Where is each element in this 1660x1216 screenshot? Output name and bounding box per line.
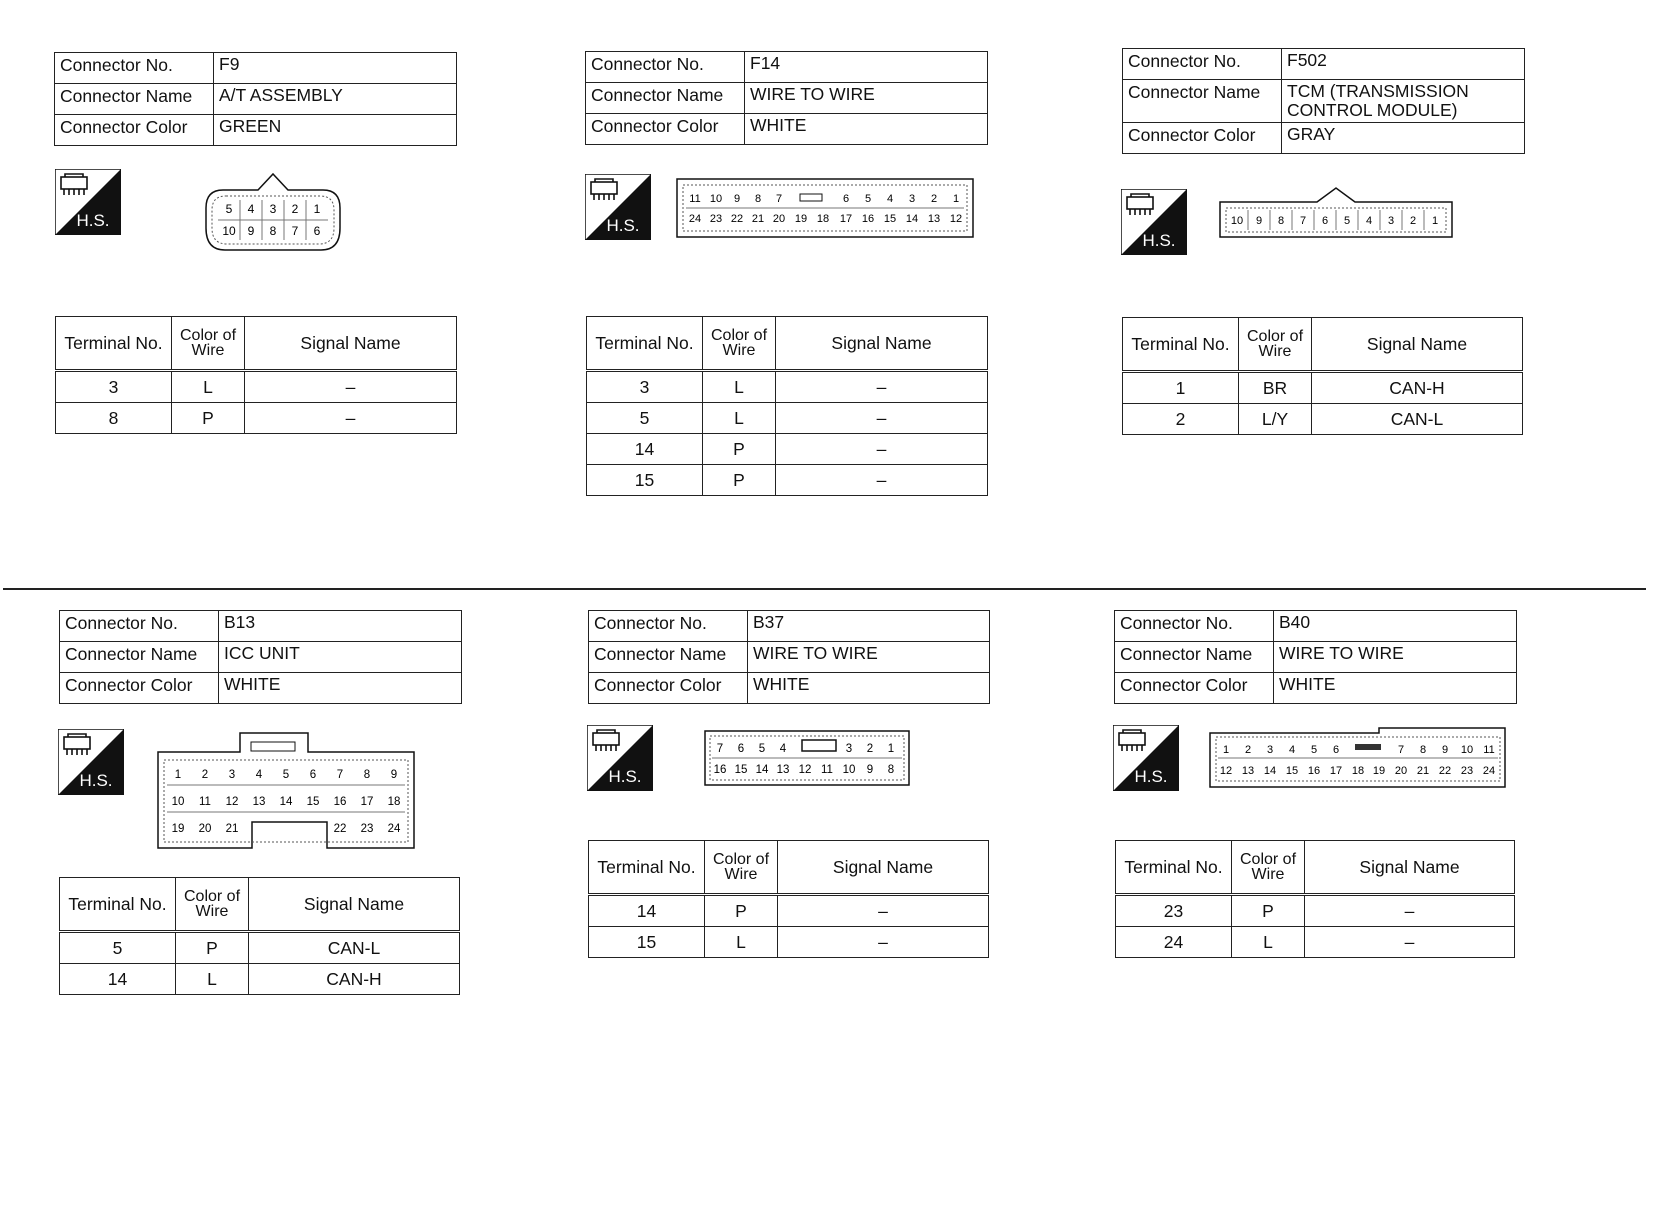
header-terminal-no: Terminal No. <box>1116 841 1232 895</box>
terminal-no: 15 <box>587 465 703 496</box>
terminal-table-f9 <box>55 316 457 434</box>
connector-info-table-f9 <box>54 52 457 146</box>
pin-label: 17 <box>360 796 374 808</box>
pin-label: 18 <box>387 796 401 808</box>
terminal-no: 3 <box>587 371 703 403</box>
pin-label: 12 <box>1219 765 1233 777</box>
table-row <box>56 371 457 403</box>
terminal-no: 14 <box>589 895 705 927</box>
pin-label: 2 <box>1244 744 1252 756</box>
terminal-no: 3 <box>56 371 172 403</box>
signal-name: – <box>778 927 989 958</box>
section-divider <box>3 588 1646 590</box>
connector-f9-face-diagram <box>203 168 343 256</box>
header-signal-name: Signal Name <box>1305 841 1515 895</box>
wire-color: L <box>1232 927 1305 958</box>
label-connector-color: Connector Color <box>55 115 214 146</box>
connector-name-value: A/T ASSEMBLY <box>214 84 457 115</box>
pin-label: 3 <box>1387 215 1395 227</box>
connector-no-value: F14 <box>745 52 988 83</box>
pin-label: 8 <box>754 193 762 205</box>
connector-no-value: F502 <box>1282 49 1525 80</box>
label-connector-name: Connector Name <box>589 642 748 673</box>
hs-harness-side-icon <box>1113 725 1179 791</box>
hs-label: H.S. <box>1142 231 1176 250</box>
header-signal-name: Signal Name <box>1312 318 1523 372</box>
pin-label: 16 <box>333 796 347 808</box>
pin-label: 8 <box>269 224 277 238</box>
wire-color: P <box>176 932 249 964</box>
connector-f14-face-diagram <box>676 178 974 238</box>
pin-label: 11 <box>199 796 211 808</box>
pin-label: 23 <box>709 213 723 225</box>
pin-label: 15 <box>734 764 748 776</box>
signal-name: – <box>1305 895 1515 927</box>
header-signal-name: Signal Name <box>778 841 989 895</box>
pin-label: 13 <box>1241 765 1255 777</box>
label-connector-no: Connector No. <box>1115 611 1274 642</box>
connector-b13-face-diagram <box>157 732 415 850</box>
header-terminal-no: Terminal No. <box>1123 318 1239 372</box>
pin-label: 4 <box>1288 744 1296 756</box>
pin-label: 4 <box>255 769 263 781</box>
header-color-of: Color of <box>710 327 768 344</box>
table-row <box>60 964 460 995</box>
pin-label: 5 <box>864 193 872 205</box>
pin-label: 16 <box>861 213 875 225</box>
connector-info-table-f14 <box>585 51 988 145</box>
hs-label: H.S. <box>1134 767 1168 786</box>
pin-label: 2 <box>930 193 938 205</box>
wire-color: P <box>703 434 776 465</box>
hs-label: H.S. <box>606 216 640 235</box>
pin-label: 23 <box>360 823 374 835</box>
terminal-table-f502 <box>1122 317 1523 435</box>
header-color-of-wire <box>1232 841 1305 895</box>
label-connector-color: Connector Color <box>586 114 745 145</box>
pin-label: 9 <box>247 224 255 238</box>
wire-color: L <box>705 927 778 958</box>
signal-name: – <box>776 465 988 496</box>
pin-label: 6 <box>1321 215 1329 227</box>
pin-label: 12 <box>949 213 963 225</box>
pin-label: 14 <box>905 213 919 225</box>
hs-label: H.S. <box>608 767 642 786</box>
header-terminal-no: Terminal No. <box>587 317 703 371</box>
pin-label: 2 <box>866 743 874 755</box>
pin-label: 16 <box>1307 765 1321 777</box>
wire-color: L <box>703 371 776 403</box>
connector-b37-face-diagram <box>704 730 910 786</box>
pin-label: 8 <box>1277 215 1285 227</box>
connector-name-value: WIRE TO WIRE <box>745 83 988 114</box>
connector-color-value: WHITE <box>219 673 462 704</box>
pin-label: 9 <box>1441 744 1449 756</box>
pin-label: 2 <box>291 202 299 216</box>
header-wire: Wire <box>1251 866 1285 883</box>
wire-color: L <box>703 403 776 434</box>
terminal-table-b37 <box>588 840 989 958</box>
wire-color: L/Y <box>1239 404 1312 435</box>
connector-info-table-b40 <box>1114 610 1517 704</box>
table-row <box>1116 927 1515 958</box>
pin-label: 18 <box>816 213 830 225</box>
pin-label: 10 <box>171 796 185 808</box>
pin-label: 10 <box>1230 215 1244 227</box>
pin-label: 3 <box>908 193 916 205</box>
header-signal-name: Signal Name <box>245 317 457 371</box>
pin-label: 24 <box>688 213 702 225</box>
terminal-no: 5 <box>587 403 703 434</box>
terminal-no: 14 <box>60 964 176 995</box>
header-wire: Wire <box>724 866 758 883</box>
pin-label: 7 <box>291 224 299 238</box>
table-row <box>587 465 988 496</box>
pin-label: 17 <box>839 213 853 225</box>
connector-color-value: WHITE <box>1274 673 1517 704</box>
header-signal-name: Signal Name <box>776 317 988 371</box>
header-wire: Wire <box>1258 343 1292 360</box>
connector-name-value: ICC UNIT <box>219 642 462 673</box>
label-connector-name: Connector Name <box>55 84 214 115</box>
pin-label: 11 <box>689 193 701 205</box>
wire-color: L <box>172 371 245 403</box>
pin-label: 6 <box>313 224 321 238</box>
pin-label: 3 <box>1266 744 1274 756</box>
connector-info-table-b13 <box>59 610 462 704</box>
signal-name: – <box>778 895 989 927</box>
hs-harness-side-icon <box>58 729 124 795</box>
connector-name-value: WIRE TO WIRE <box>748 642 990 673</box>
label-connector-color: Connector Color <box>60 673 219 704</box>
pin-label: 5 <box>758 743 766 755</box>
pin-label: 19 <box>794 213 808 225</box>
connector-name-value: WIRE TO WIRE <box>1274 642 1517 673</box>
pin-label: 20 <box>772 213 786 225</box>
connector-name-value: TCM (TRANSMISSION CONTROL MODULE) <box>1282 80 1525 123</box>
pin-label: 22 <box>730 213 744 225</box>
pin-label: 14 <box>1263 765 1277 777</box>
terminal-no: 24 <box>1116 927 1232 958</box>
pin-label: 4 <box>779 743 787 755</box>
header-color-of: Color of <box>712 851 770 868</box>
terminal-no: 15 <box>589 927 705 958</box>
pin-label: 19 <box>171 823 185 835</box>
pin-label: 6 <box>1332 744 1340 756</box>
pin-label: 24 <box>1482 765 1496 777</box>
wire-color: P <box>172 403 245 434</box>
connector-info-table-b37 <box>588 610 990 704</box>
connector-color-value: GRAY <box>1282 123 1525 154</box>
pin-label: 21 <box>1416 765 1430 777</box>
header-color-of-wire <box>172 317 245 371</box>
table-row <box>587 371 988 403</box>
pin-label: 1 <box>313 202 321 216</box>
wire-color: P <box>703 465 776 496</box>
pin-label: 5 <box>1343 215 1351 227</box>
pin-label: 15 <box>306 796 320 808</box>
pin-label: 21 <box>751 213 765 225</box>
pin-label: 9 <box>1255 215 1263 227</box>
pin-label: 1 <box>1431 215 1439 227</box>
pin-label: 15 <box>1285 765 1299 777</box>
label-connector-no: Connector No. <box>60 611 219 642</box>
wire-color: P <box>1232 895 1305 927</box>
label-connector-color: Connector Color <box>589 673 748 704</box>
pin-label: 24 <box>387 823 401 835</box>
wire-color: BR <box>1239 372 1312 404</box>
connector-b40-face-diagram <box>1209 727 1507 789</box>
connector-no-value: B37 <box>748 611 990 642</box>
hs-harness-side-icon <box>585 174 651 240</box>
label-connector-no: Connector No. <box>586 52 745 83</box>
header-color-of: Color of <box>1246 328 1304 345</box>
header-terminal-no: Terminal No. <box>589 841 705 895</box>
header-wire: Wire <box>195 903 229 920</box>
pin-label: 2 <box>1409 215 1417 227</box>
header-color-of: Color of <box>179 327 237 344</box>
pin-label: 5 <box>282 769 290 781</box>
hs-label: H.S. <box>76 211 110 230</box>
wire-color: P <box>705 895 778 927</box>
signal-name: – <box>776 434 988 465</box>
header-terminal-no: Terminal No. <box>56 317 172 371</box>
pin-label: 1 <box>887 743 895 755</box>
pin-label: 1 <box>1222 744 1230 756</box>
header-color-of: Color of <box>1239 851 1297 868</box>
label-connector-name: Connector Name <box>60 642 219 673</box>
pin-label: 11 <box>1483 744 1495 756</box>
label-connector-color: Connector Color <box>1123 123 1282 154</box>
terminal-no: 23 <box>1116 895 1232 927</box>
pin-label: 4 <box>1365 215 1373 227</box>
connector-color-value: WHITE <box>745 114 988 145</box>
hs-harness-side-icon <box>1121 189 1187 255</box>
pin-label: 3 <box>269 202 277 216</box>
pin-label: 15 <box>883 213 897 225</box>
header-color-of-wire <box>705 841 778 895</box>
terminal-no: 14 <box>587 434 703 465</box>
label-connector-no: Connector No. <box>1123 49 1282 80</box>
pin-label: 12 <box>798 764 812 776</box>
terminal-no: 1 <box>1123 372 1239 404</box>
connector-no-value: B13 <box>219 611 462 642</box>
pin-label: 11 <box>821 764 833 776</box>
pin-label: 4 <box>247 202 255 216</box>
pin-label: 7 <box>1397 744 1405 756</box>
pin-label: 3 <box>845 743 853 755</box>
header-wire: Wire <box>722 342 756 359</box>
pin-label: 7 <box>716 743 724 755</box>
pin-label: 9 <box>866 764 874 776</box>
pin-label: 16 <box>713 764 727 776</box>
pin-label: 23 <box>1460 765 1474 777</box>
table-row <box>587 403 988 434</box>
signal-name: – <box>1305 927 1515 958</box>
label-connector-name: Connector Name <box>1115 642 1274 673</box>
header-color-of: Color of <box>183 888 241 905</box>
pin-label: 18 <box>1351 765 1365 777</box>
pin-label: 6 <box>842 193 850 205</box>
pin-label: 4 <box>886 193 894 205</box>
signal-name: CAN-L <box>249 932 460 964</box>
table-row <box>589 895 989 927</box>
header-color-of-wire <box>1239 318 1312 372</box>
terminal-table-f14 <box>586 316 988 496</box>
header-signal-name: Signal Name <box>249 878 460 932</box>
pin-label: 6 <box>737 743 745 755</box>
table-row <box>1123 372 1523 404</box>
header-wire: Wire <box>191 342 225 359</box>
table-row <box>587 434 988 465</box>
signal-name: – <box>245 371 457 403</box>
label-connector-name: Connector Name <box>1123 80 1282 123</box>
label-connector-no: Connector No. <box>589 611 748 642</box>
pin-label: 22 <box>1438 765 1452 777</box>
pin-label: 9 <box>733 193 741 205</box>
signal-name: – <box>245 403 457 434</box>
terminal-no: 2 <box>1123 404 1239 435</box>
pin-label: 20 <box>1394 765 1408 777</box>
pin-label: 10 <box>1460 744 1474 756</box>
pin-label: 7 <box>336 769 344 781</box>
pin-label: 13 <box>776 764 790 776</box>
pin-label: 6 <box>309 769 317 781</box>
pin-label: 9 <box>390 769 398 781</box>
pin-label: 14 <box>279 796 293 808</box>
hs-harness-side-icon <box>55 169 121 235</box>
pin-label: 3 <box>228 769 236 781</box>
pin-label: 12 <box>225 796 239 808</box>
pin-label: 20 <box>198 823 212 835</box>
pin-label: 5 <box>1310 744 1318 756</box>
table-row <box>56 403 457 434</box>
pin-label: 13 <box>252 796 266 808</box>
pin-label: 5 <box>225 202 233 216</box>
header-color-of-wire <box>703 317 776 371</box>
pin-label: 7 <box>775 193 783 205</box>
pin-label: 21 <box>225 823 239 835</box>
table-row <box>60 932 460 964</box>
connector-info-table-f502 <box>1122 48 1525 154</box>
pin-label: 8 <box>887 764 895 776</box>
connector-no-value: B40 <box>1274 611 1517 642</box>
hs-harness-side-icon <box>587 725 653 791</box>
label-connector-no: Connector No. <box>55 53 214 84</box>
signal-name: CAN-H <box>1312 372 1523 404</box>
pin-label: 17 <box>1329 765 1343 777</box>
pin-label: 22 <box>333 823 347 835</box>
connector-color-value: WHITE <box>748 673 990 704</box>
connector-f502-face-diagram <box>1219 186 1453 238</box>
pin-label: 8 <box>1419 744 1427 756</box>
header-terminal-no: Terminal No. <box>60 878 176 932</box>
pin-label: 14 <box>755 764 769 776</box>
pin-label: 13 <box>927 213 941 225</box>
header-color-of-wire <box>176 878 249 932</box>
signal-name: – <box>776 403 988 434</box>
pin-label: 10 <box>222 224 236 238</box>
pin-label: 7 <box>1299 215 1307 227</box>
terminal-table-b40 <box>1115 840 1515 958</box>
terminal-no: 8 <box>56 403 172 434</box>
connector-no-value: F9 <box>214 53 457 84</box>
pin-label: 19 <box>1372 765 1386 777</box>
pin-label: 8 <box>363 769 371 781</box>
table-row <box>589 927 989 958</box>
signal-name: CAN-L <box>1312 404 1523 435</box>
pin-label: 10 <box>709 193 723 205</box>
hs-label: H.S. <box>79 771 113 790</box>
label-connector-name: Connector Name <box>586 83 745 114</box>
terminal-table-b13 <box>59 877 460 995</box>
pin-label: 2 <box>201 769 209 781</box>
pin-label: 10 <box>842 764 856 776</box>
table-row <box>1116 895 1515 927</box>
pin-label: 1 <box>952 193 960 205</box>
connector-color-value: GREEN <box>214 115 457 146</box>
label-connector-color: Connector Color <box>1115 673 1274 704</box>
signal-name: – <box>776 371 988 403</box>
signal-name: CAN-H <box>249 964 460 995</box>
pin-label: 1 <box>174 769 182 781</box>
wire-color: L <box>176 964 249 995</box>
table-row <box>1123 404 1523 435</box>
terminal-no: 5 <box>60 932 176 964</box>
